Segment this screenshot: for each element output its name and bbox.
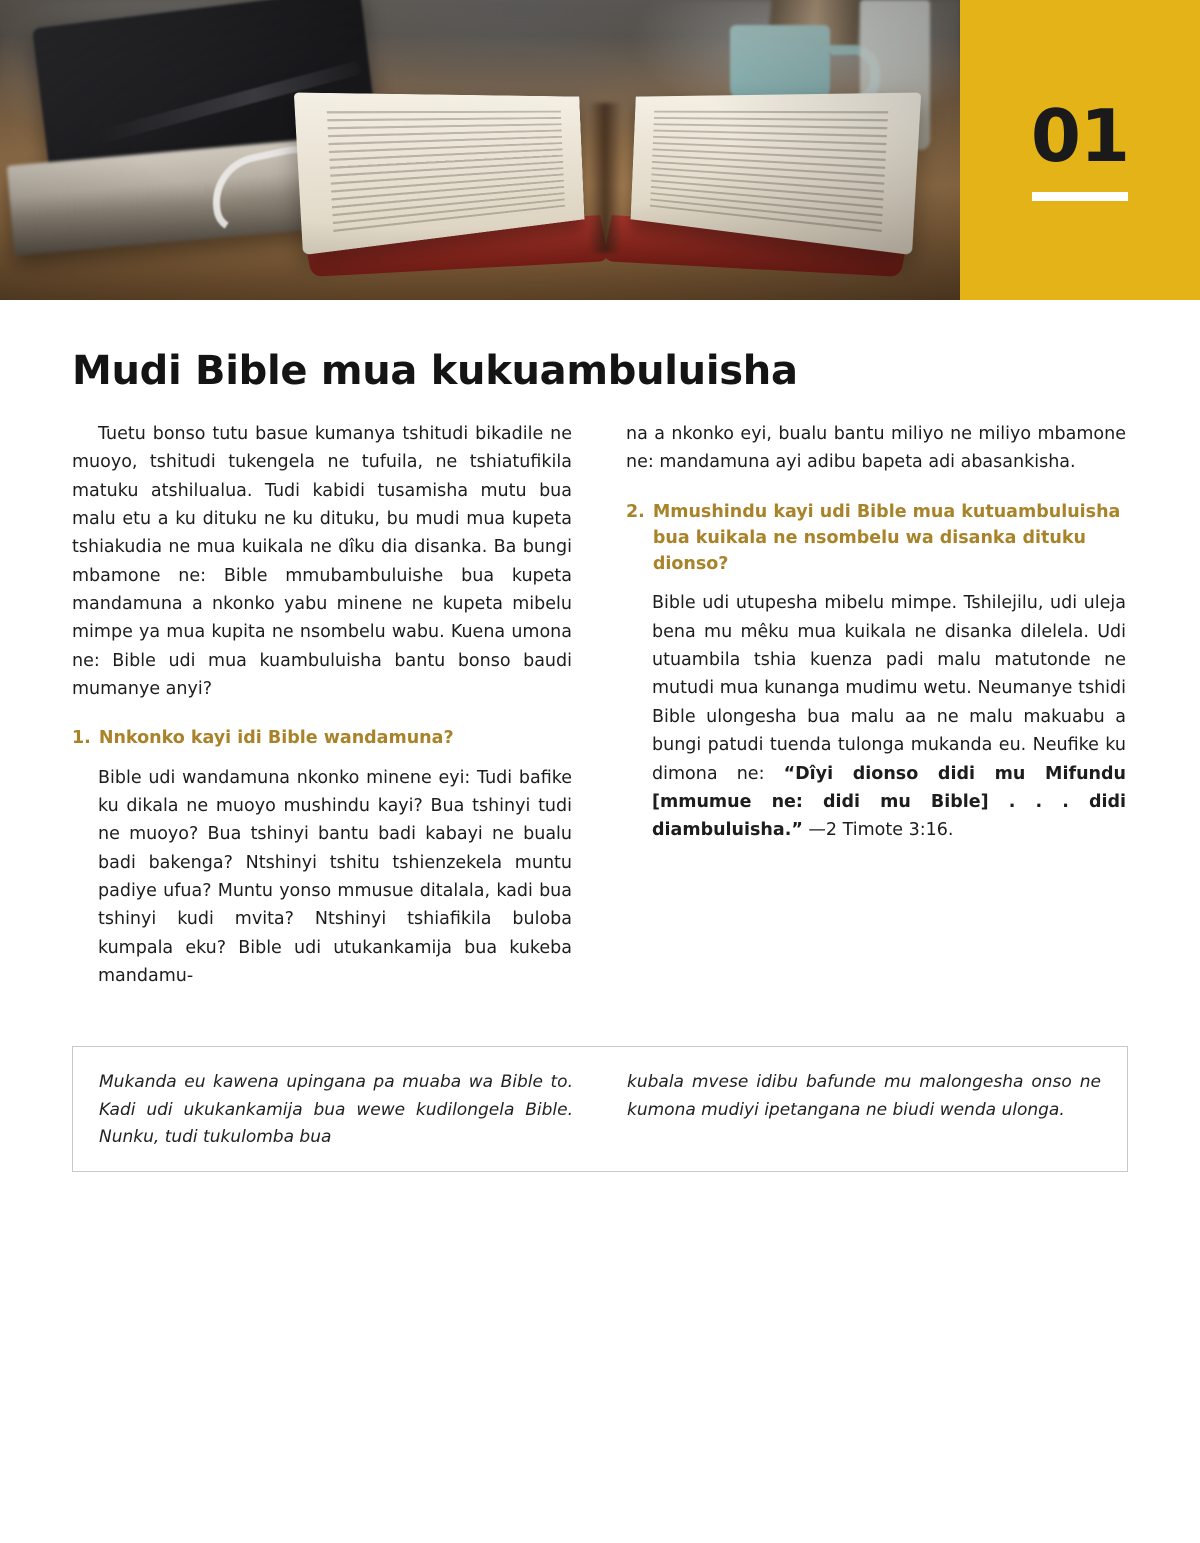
note-text-right: kubala mvese idibu bafunde mu malongesha onso ne kumona mudiyi ipetangana ne biudi wenda ulonga.: [627, 1072, 1101, 1120]
chapter-number: 01: [1030, 93, 1130, 178]
section-1-paragraph-continued: na a nkonko eyi, bualu bantu miliyo ne miliyo mbamone ne: mandamuna ayi adibu bapeta adi abasankisha.: [626, 424, 1126, 473]
section-title-1: Nnkonko kayi idi Bible wandamuna?: [98, 728, 454, 749]
note-column-left: [99, 1069, 573, 1151]
section-2-paragraph: [652, 589, 1126, 844]
article-content: [0, 348, 1200, 1004]
section-2-text: Bible udi utupesha mibelu mimpe. Tshilejilu, udi uleja bena mu mêku mua kuikala ne disanka dilelela. Udi utuambila tshia kuenza padi malu matutonde ne mutudi mua kunanga mudimu wetu. Neumanye tshidi Bible ulongesha bua malu aa ne malu makuabu a bungi patudi tuenda tulonga mukanda eu. Neufike ku dimona ne:: [652, 593, 1126, 784]
chapter-number-rule: [1032, 192, 1128, 201]
section-heading-2: [626, 499, 1126, 578]
section-heading-1: [72, 725, 572, 751]
section-title-2: Mmushindu kayi udi Bible mua kutuambuluisha bua kuikala ne nsombelu wa disanka dituku dionso?: [652, 501, 1121, 575]
section-1-paragraph: Bible udi wandamuna nkonko minene eyi: Tudi bafike ku dikala ne muoyo mushindu kayi? Bua tshinyi tudi ne muoyo? Bua tshinyi bantu badi kabayi ne bualu badi bakenga? Ntshinyi tshitu tshienzekela muntu padiye ufua? Muntu yonso mmusue ditalala, kadi bua tshinyi kudi mvita? Ntshinyi tshiafikila buloba kumpala eku? Bible udi utukankamija bua kukeba mandamu-: [98, 767, 572, 987]
column-left: [72, 420, 572, 1004]
hero-banner: [0, 0, 1200, 300]
section-body-1: [72, 764, 572, 991]
scripture-quote: “Dîyi dionso didi mu Mifundu [mmumue ne: didi mu Bible] . . . didi diambuluisha.”: [652, 763, 1126, 841]
photo-vignette: [0, 0, 960, 300]
note-column-right: [627, 1069, 1101, 1151]
section-number-2: 2.: [626, 501, 645, 522]
two-column-layout: [72, 420, 1128, 1004]
hero-photo: [0, 0, 960, 300]
scripture-citation: —2 Timote 3:16.: [808, 820, 954, 841]
intro-paragraph: Tuetu bonso tutu basue kumanya tshitudi bikadile ne muoyo, tshitudi tukengela ne tufuila, ne tshiatufikila matuku atshilualua. Tudi kabidi tusamisha mutu bua malu etu a ku dituku ne ku dituku, bu mudi mua kupeta tshiakudia ne mua kuikala ne dîku dia disanka. Ba bungi mbamone ne: Bible mmubambuluishe bua kupeta mandamuna a nkonko yabu minene ne kupeta mibelu mimpe ya mua kupita ne nsombelu wabu. Kuena umona ne: Bible udi mua kuambuluisha bantu bonso baudi mumanye anyi?: [72, 424, 572, 700]
note-text-left: Mukanda eu kawena upingana pa muaba wa Bible to. Kadi udi ukukankamija bua wewe kudilongela Bible. Nunku, tudi tukulomba bua: [99, 1072, 573, 1147]
page-title: Mudi Bible mua kukuambuluisha: [72, 348, 798, 394]
section-number-1: 1.: [72, 728, 91, 749]
column-right: [626, 420, 1126, 1004]
note-box: [72, 1046, 1128, 1172]
chapter-number-block: [960, 0, 1200, 300]
section-body-2: [626, 589, 1126, 844]
